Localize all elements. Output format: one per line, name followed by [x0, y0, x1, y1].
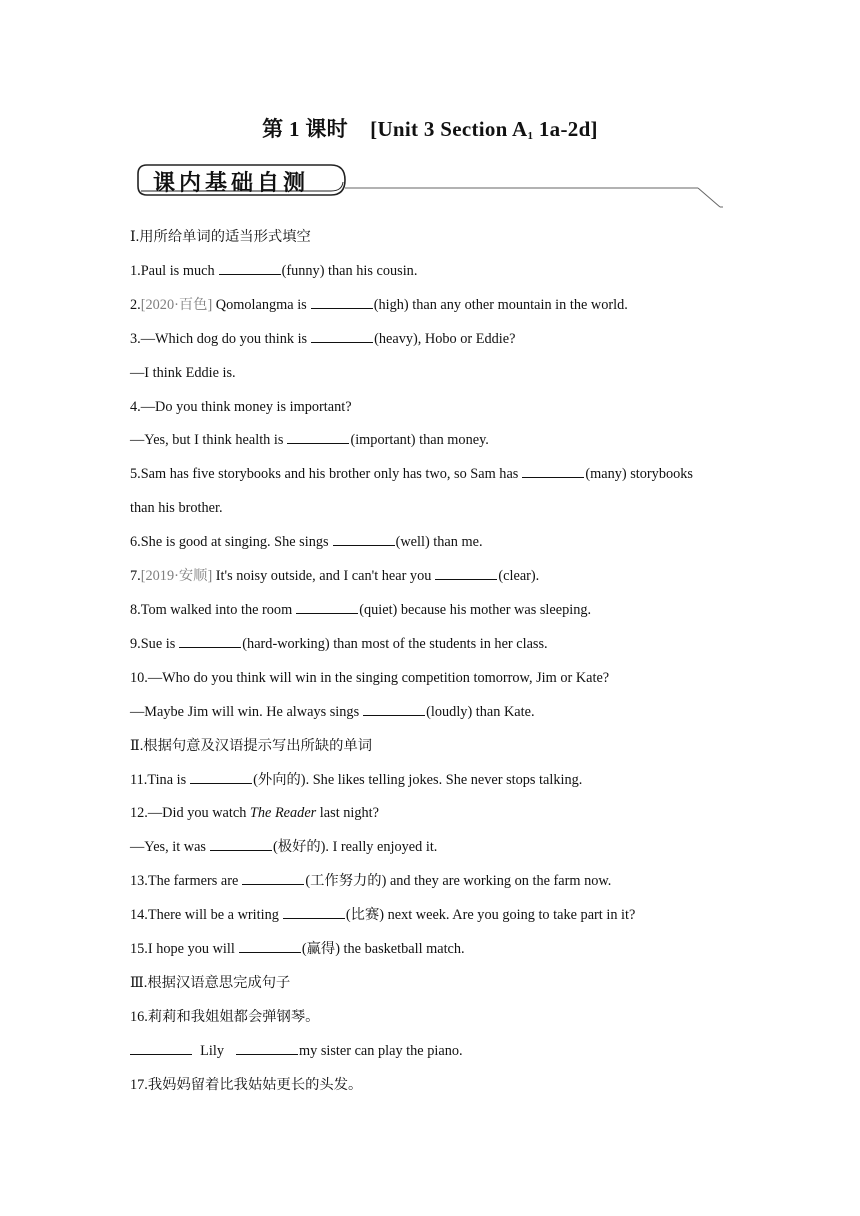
answer-blank[interactable] [333, 533, 395, 546]
question-3-reply: —I think Eddie is. [130, 364, 236, 381]
unit-range: 1a-2d] [533, 117, 598, 141]
answer-blank[interactable] [239, 940, 301, 953]
question-12: 12.—Did you watch The Reader last night? [130, 805, 379, 822]
source-tag: [2020·百色] [140, 296, 213, 313]
question-8: 8.Tom walked into the room (quiet) because his mother was sleeping. [130, 601, 592, 618]
question-2: 2.[2020·百色] Qomolangma is (high) than any other mountain in the world. [130, 296, 628, 313]
answer-blank[interactable] [130, 1042, 192, 1055]
section-heading: Ⅲ.根据汉语意思完成句子 [130, 974, 291, 991]
question-4-reply: —Yes, but I think health is (important) than money. [130, 432, 489, 449]
question-16: 16.莉莉和我姐姐都会弹钢琴。 [130, 1008, 320, 1025]
question-9: 9.Sue is (hard-working) than most of the students in her class. [130, 635, 548, 652]
answer-blank[interactable] [283, 906, 345, 919]
unit-subscript: 1 [527, 130, 534, 142]
lesson-label: 第 1 课时 [262, 117, 348, 141]
section-heading: Ⅰ.用所给单词的适当形式填空 [130, 229, 311, 245]
answer-blank[interactable] [210, 838, 272, 851]
question-13: 13.The farmers are (工作努力的) and they are working on the farm now. [130, 873, 612, 890]
answer-blank[interactable] [363, 703, 425, 716]
question-16-answer: Lily my sister can play the piano. [130, 1035, 740, 1069]
source-tag: [2019·安顺] [140, 568, 213, 585]
question-1: 1.Paul is much (funny) than his cousin. [130, 262, 418, 279]
exercise-content [130, 221, 740, 1103]
question-15: 15.I hope you will (赢得) the basketball match. [130, 941, 465, 958]
book-title: The Reader [249, 805, 317, 822]
question-3: 3.—Which dog do you think is (heavy), Hobo or Eddie? [130, 330, 516, 347]
question-5-cont: than his brother. [130, 500, 223, 517]
answer-blank[interactable] [522, 465, 584, 478]
question-12-reply: —Yes, it was (极好的). I really enjoyed it. [130, 839, 438, 856]
question-5: 5.Sam has five storybooks and his brother only has two, so Sam has (many) storybooks [130, 466, 693, 483]
answer-blank[interactable] [242, 872, 304, 885]
page-title [0, 113, 860, 143]
question-14: 14.There will be a writing (比赛) next week. Are you going to take part in it? [130, 907, 636, 924]
question-4: 4.—Do you think money is important? [130, 398, 352, 415]
answer-blank[interactable] [236, 1042, 298, 1055]
section-banner [133, 160, 723, 212]
banner-title: 课内基础自测 [153, 171, 310, 196]
question-17: 17.我妈妈留着比我姑姑更长的头发。 [130, 1076, 363, 1093]
unit-label: [Unit 3 Section A [370, 117, 528, 141]
answer-blank[interactable] [219, 262, 281, 275]
question-10: 10.—Who do you think will win in the singing competition tomorrow, Jim or Kate? [130, 669, 610, 686]
answer-blank[interactable] [179, 635, 241, 648]
answer-blank[interactable] [287, 431, 349, 444]
answer-blank[interactable] [435, 567, 497, 580]
answer-blank[interactable] [190, 771, 252, 784]
answer-blank[interactable] [296, 601, 358, 614]
answer-blank[interactable] [311, 330, 373, 343]
question-6: 6.She is good at singing. She sings (well) than me. [130, 534, 483, 551]
question-7: 7.[2019·安顺] It's noisy outside, and I can't hear you (clear). [130, 568, 540, 585]
question-11: 11.Tina is (外向的). She likes telling jokes. She never stops talking. [130, 771, 583, 788]
question-10-reply: —Maybe Jim will win. He always sings (loudly) than Kate. [130, 703, 535, 720]
section-heading: Ⅱ.根据句意及汉语提示写出所缺的单词 [130, 737, 373, 754]
answer-blank[interactable] [311, 296, 373, 309]
